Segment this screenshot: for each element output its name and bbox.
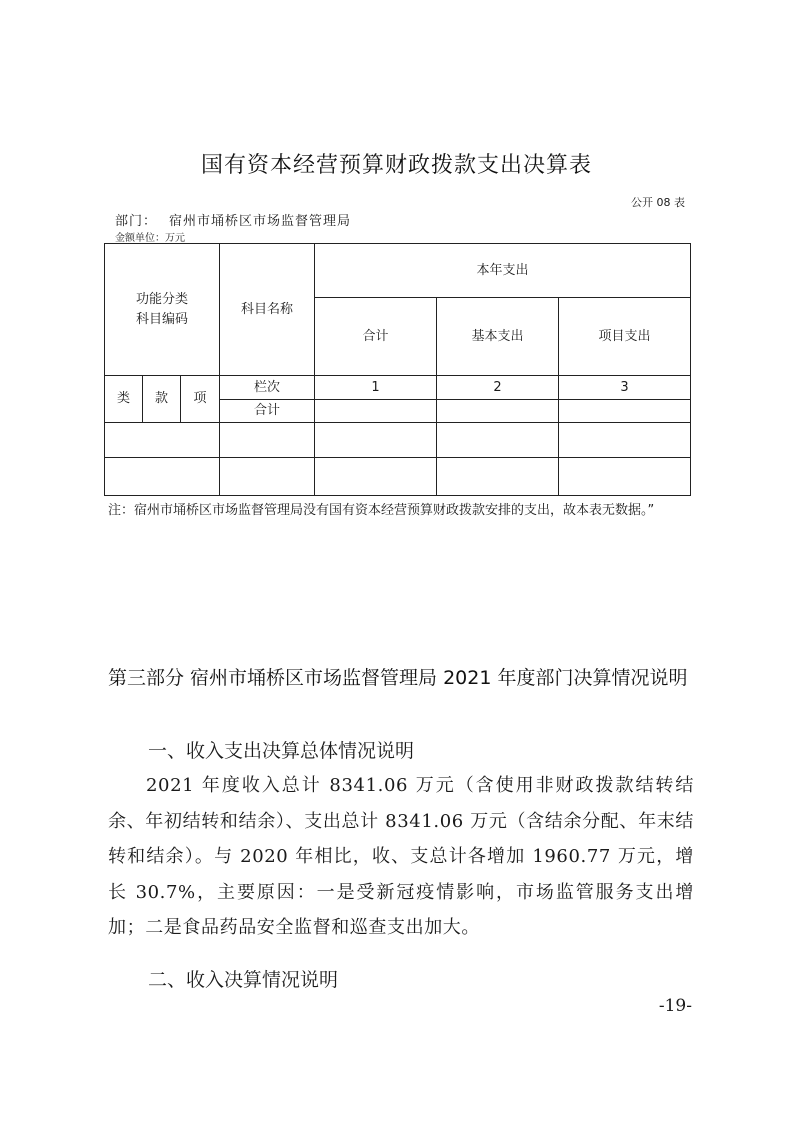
header-basic-expenditure: 基本支出 [437, 298, 559, 376]
table-cell [437, 458, 559, 496]
table-cell [559, 458, 691, 496]
table-row [105, 458, 691, 496]
table-cell [437, 400, 559, 423]
header-lei: 类 [105, 376, 143, 423]
row-column-index-label: 栏次 [220, 376, 315, 400]
table-row [105, 423, 691, 458]
table-note: 注：宿州市埇桥区市场监督管理局没有国有资本经营预算财政拨款安排的支出，故本表无数据。” [108, 503, 655, 518]
header-current-year-expenditure: 本年支出 [315, 244, 691, 298]
table-cell [559, 423, 691, 458]
body-paragraph: 2021 年度收入总计 8341.06 万元（含使用非财政拨款结转结余、年初结转和结余）、支出总计 8341.06 万元（含结余分配、年末结转和结余）。与 2020 年相比，收、支总计各增加 1960.77 万元，增长 30.7%，主要原因：一是受新冠疫情影响，市场监管服务支出增加；二是食品药品安全监督和巡查支出加大。 [108, 775, 694, 938]
table-cell [220, 458, 315, 496]
table-cell [105, 423, 220, 458]
subheading-2: 二、收入决算情况说明 [148, 969, 339, 991]
table-cell [315, 423, 437, 458]
expenditure-table [104, 243, 691, 496]
header-project-expenditure: 项目支出 [559, 298, 691, 376]
header-xiang: 项 [181, 376, 220, 423]
table-cell [315, 400, 437, 423]
department-label: 部门： [115, 214, 158, 229]
department-line [115, 210, 351, 229]
page-number: -19- [658, 996, 692, 1016]
table-cell [559, 400, 691, 423]
row-total-label: 合计 [220, 400, 315, 423]
amount-unit: 金额单位：万元 [115, 233, 185, 244]
table-cell [437, 423, 559, 458]
header-kuan: 款 [143, 376, 181, 423]
table-cell [220, 423, 315, 458]
section-heading: 第三部分 宿州市埇桥区市场监督管理局 2021 年度部门决算情况说明 [108, 667, 688, 689]
table-title: 国有资本经营预算财政拨款支出决算表 [200, 153, 592, 178]
column-index-2: 2 [437, 376, 559, 400]
header-subject-name: 科目名称 [220, 244, 315, 376]
form-number: 公开 08 表 [631, 196, 685, 209]
department-name: 宿州市埇桥区市场监督管理局 [169, 214, 352, 229]
table-cell [105, 458, 220, 496]
table-cell [315, 458, 437, 496]
column-index-3: 3 [559, 376, 691, 400]
header-total: 合计 [315, 298, 437, 376]
subheading-1: 一、收入支出决算总体情况说明 [148, 740, 415, 762]
column-index-1: 1 [315, 376, 437, 400]
header-function-code: 功能分类 科目编码 [105, 244, 220, 376]
